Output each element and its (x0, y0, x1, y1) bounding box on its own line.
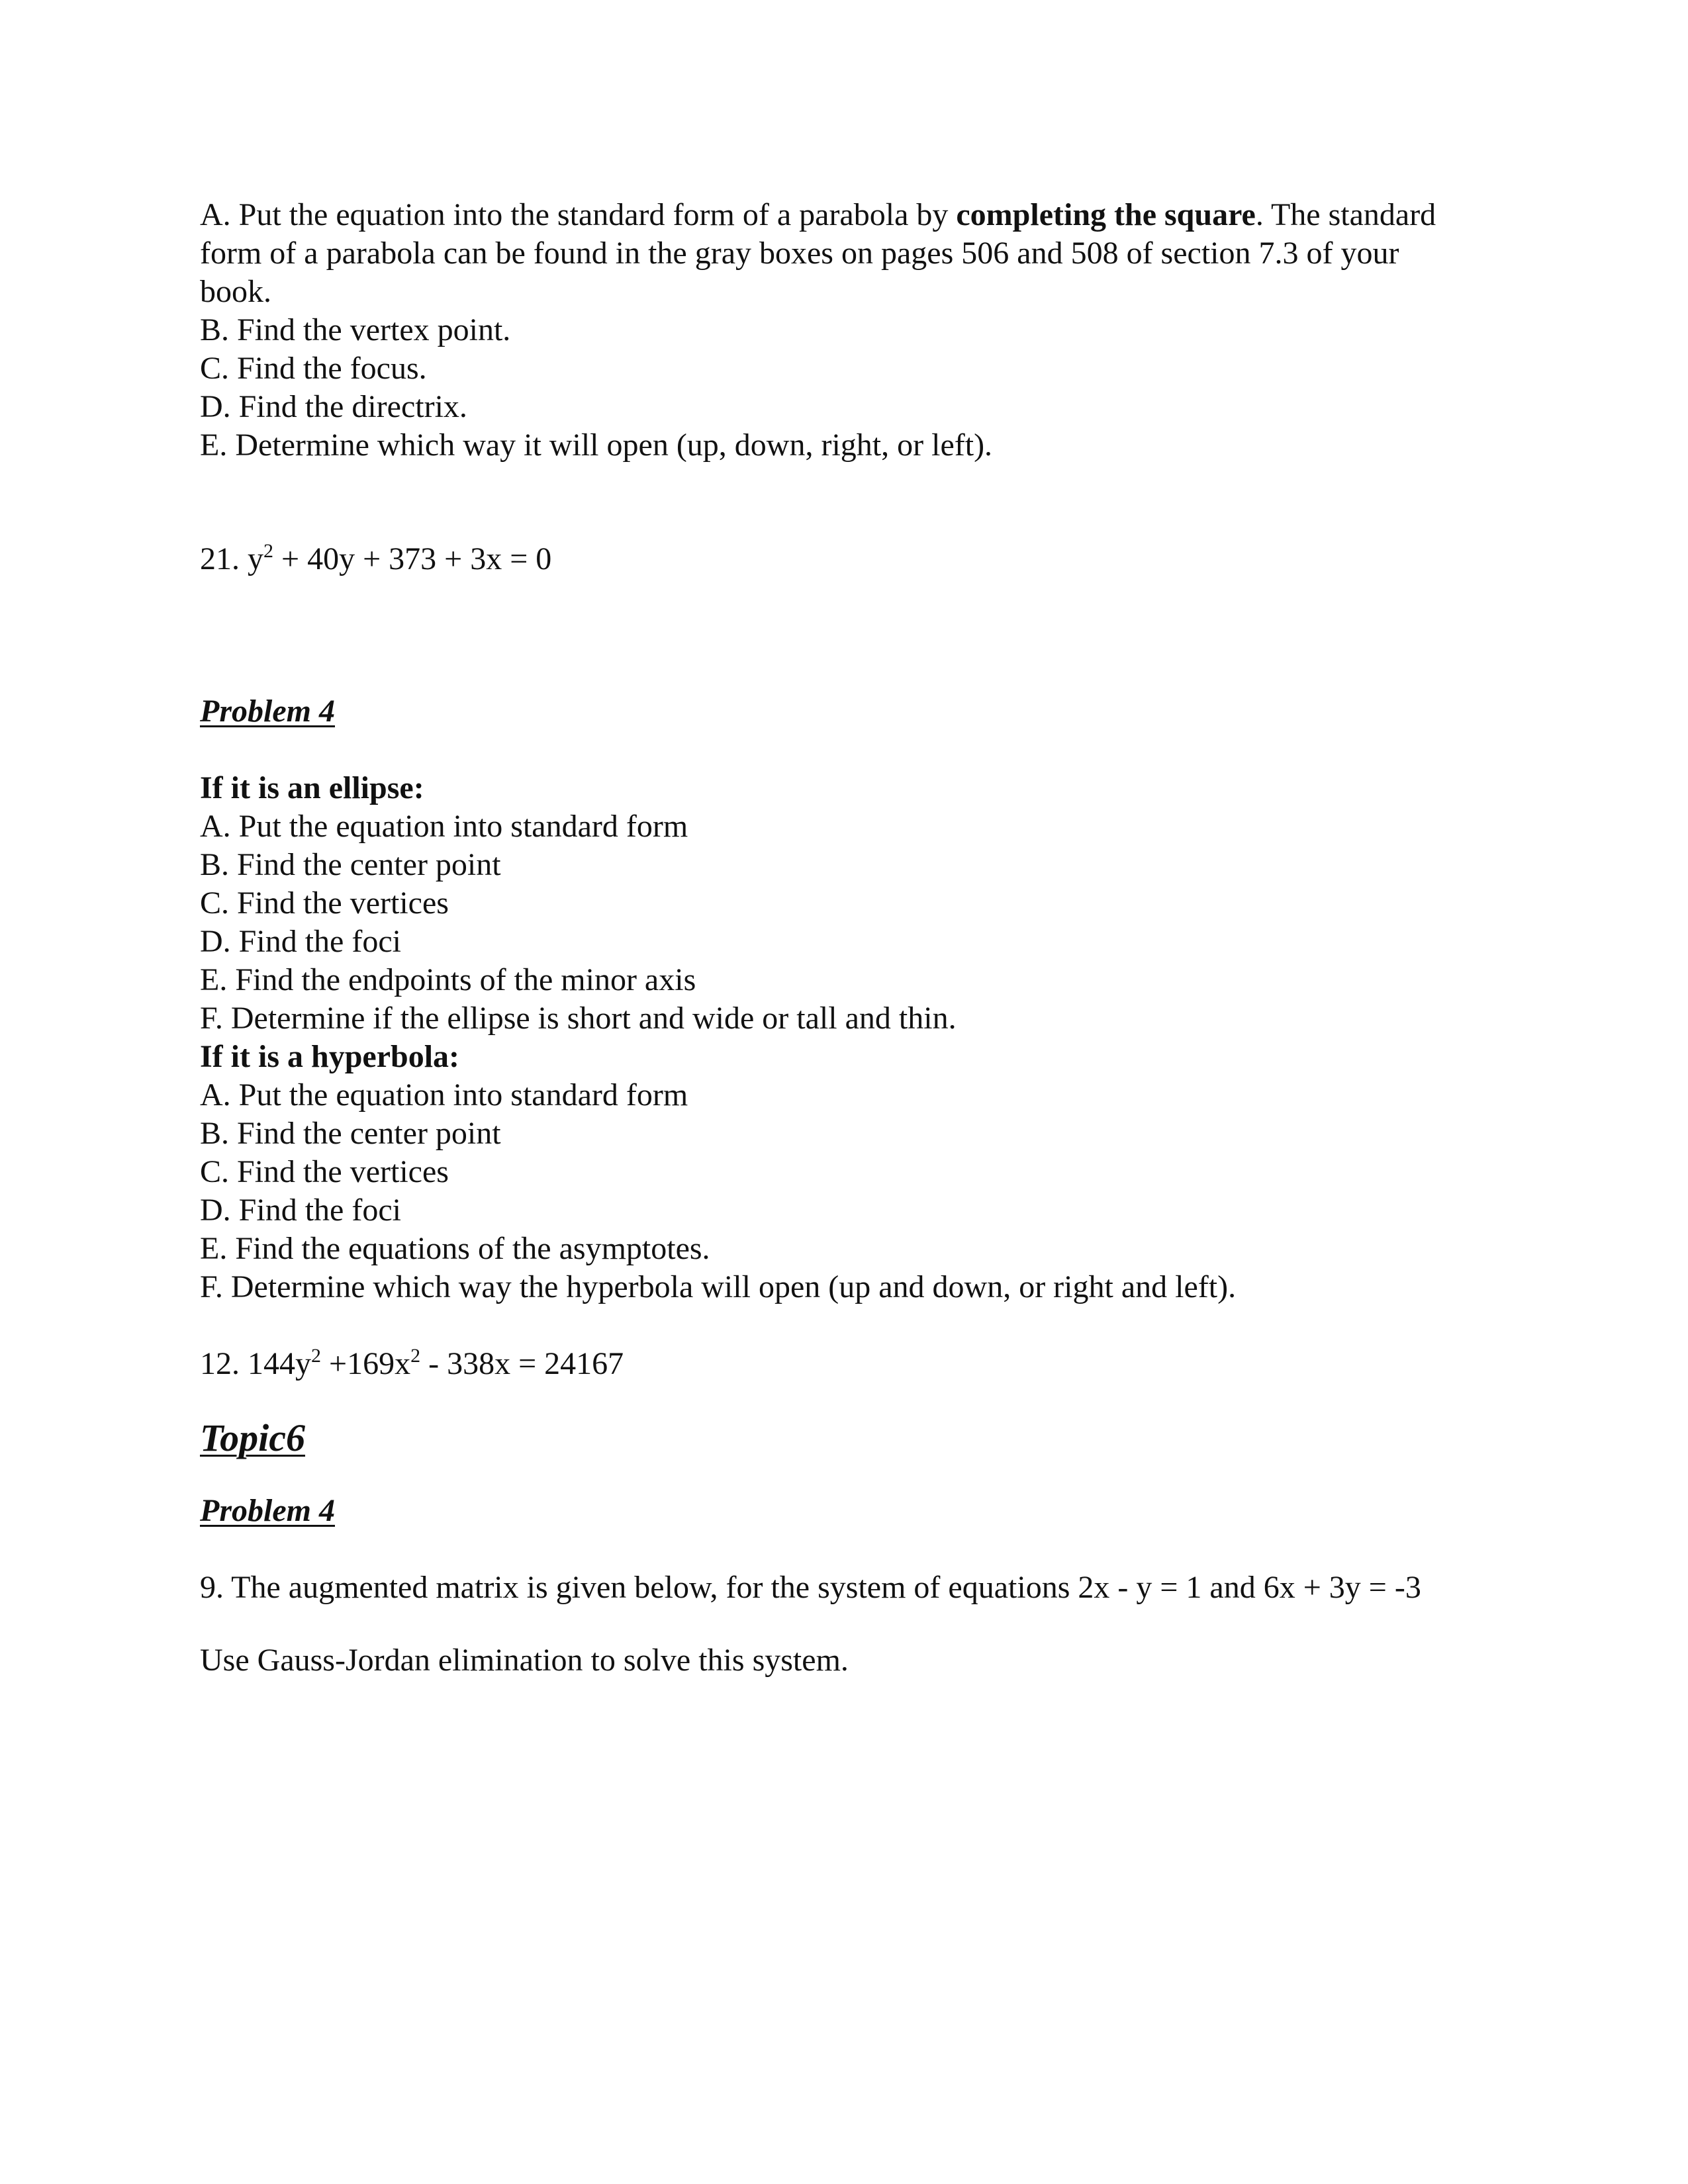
parabola-step-e: E. Determine which way it will open (up, down, right, or left). (200, 428, 993, 463)
ellipse-step-d: D. Find the foci (200, 924, 401, 959)
exponent: 2 (263, 540, 273, 562)
ellipse-step-c: C. Find the vertices (200, 886, 449, 921)
ellipse-heading: If it is an ellipse: (200, 770, 424, 805)
parabola-step-a (200, 196, 1471, 311)
step-a-text: A. Put the equation into the standard form of a parabola by (200, 197, 957, 232)
parabola-step-b: B. Find the vertex point. (200, 312, 511, 347)
hyperbola-step-c: C. Find the vertices (200, 1154, 449, 1189)
problem-12-mid: +169x (321, 1346, 411, 1381)
hyperbola-heading: If it is a hyperbola: (200, 1039, 460, 1074)
ellipse-step-a: A. Put the equation into standard form (200, 809, 688, 844)
completing-square-emphasis: completing the square (956, 197, 1256, 232)
parabola-step-d: D. Find the directrix. (200, 389, 467, 424)
exponent: 2 (410, 1345, 421, 1367)
hyperbola-step-d: D. Find the foci (200, 1193, 401, 1228)
ellipse-step-b: B. Find the center point (200, 847, 501, 882)
matrix-problem-text: 9. The augmented matrix is given below, for the system of equations 2x - y = 1 and 6x + 3y = -3 (200, 1570, 1421, 1605)
topic-6-problem-heading: Problem 4 (200, 1493, 335, 1528)
topic-6-heading: Topic6 (200, 1416, 305, 1459)
problem-21-rest: + 40y + 373 + 3x = 0 (273, 541, 552, 576)
ellipse-step-f: F. Determine if the ellipse is short and wide or tall and thin. (200, 1001, 957, 1036)
gauss-jordan-instruction: Use Gauss-Jordan elimination to solve this system. (200, 1643, 849, 1678)
exponent: 2 (311, 1345, 321, 1367)
hyperbola-step-a: A. Put the equation into standard form (200, 1077, 688, 1113)
ellipse-hyperbola-problem (200, 1345, 1497, 1383)
hyperbola-step-f: F. Determine which way the hyperbola will open (up and down, or right and left). (200, 1269, 1237, 1304)
parabola-problem (200, 540, 1497, 578)
problem-12-rest: - 338x = 24167 (420, 1346, 624, 1381)
parabola-step-c: C. Find the focus. (200, 351, 427, 386)
hyperbola-step-e: E. Find the equations of the asymptotes. (200, 1231, 710, 1266)
step-a-text-cont: . The standard form of a parabola can be found in the gray boxes on pages 506 and 508 of section 7.3 of your book. (200, 197, 1436, 309)
hyperbola-step-b: B. Find the center point (200, 1116, 501, 1151)
problem-4-heading: Problem 4 (200, 694, 335, 729)
ellipse-step-e: E. Find the endpoints of the minor axis (200, 962, 696, 997)
problem-12-lead: 12. 144y (200, 1346, 311, 1381)
document-page (200, 196, 1497, 1680)
problem-21-lead: 21. y (200, 541, 263, 576)
